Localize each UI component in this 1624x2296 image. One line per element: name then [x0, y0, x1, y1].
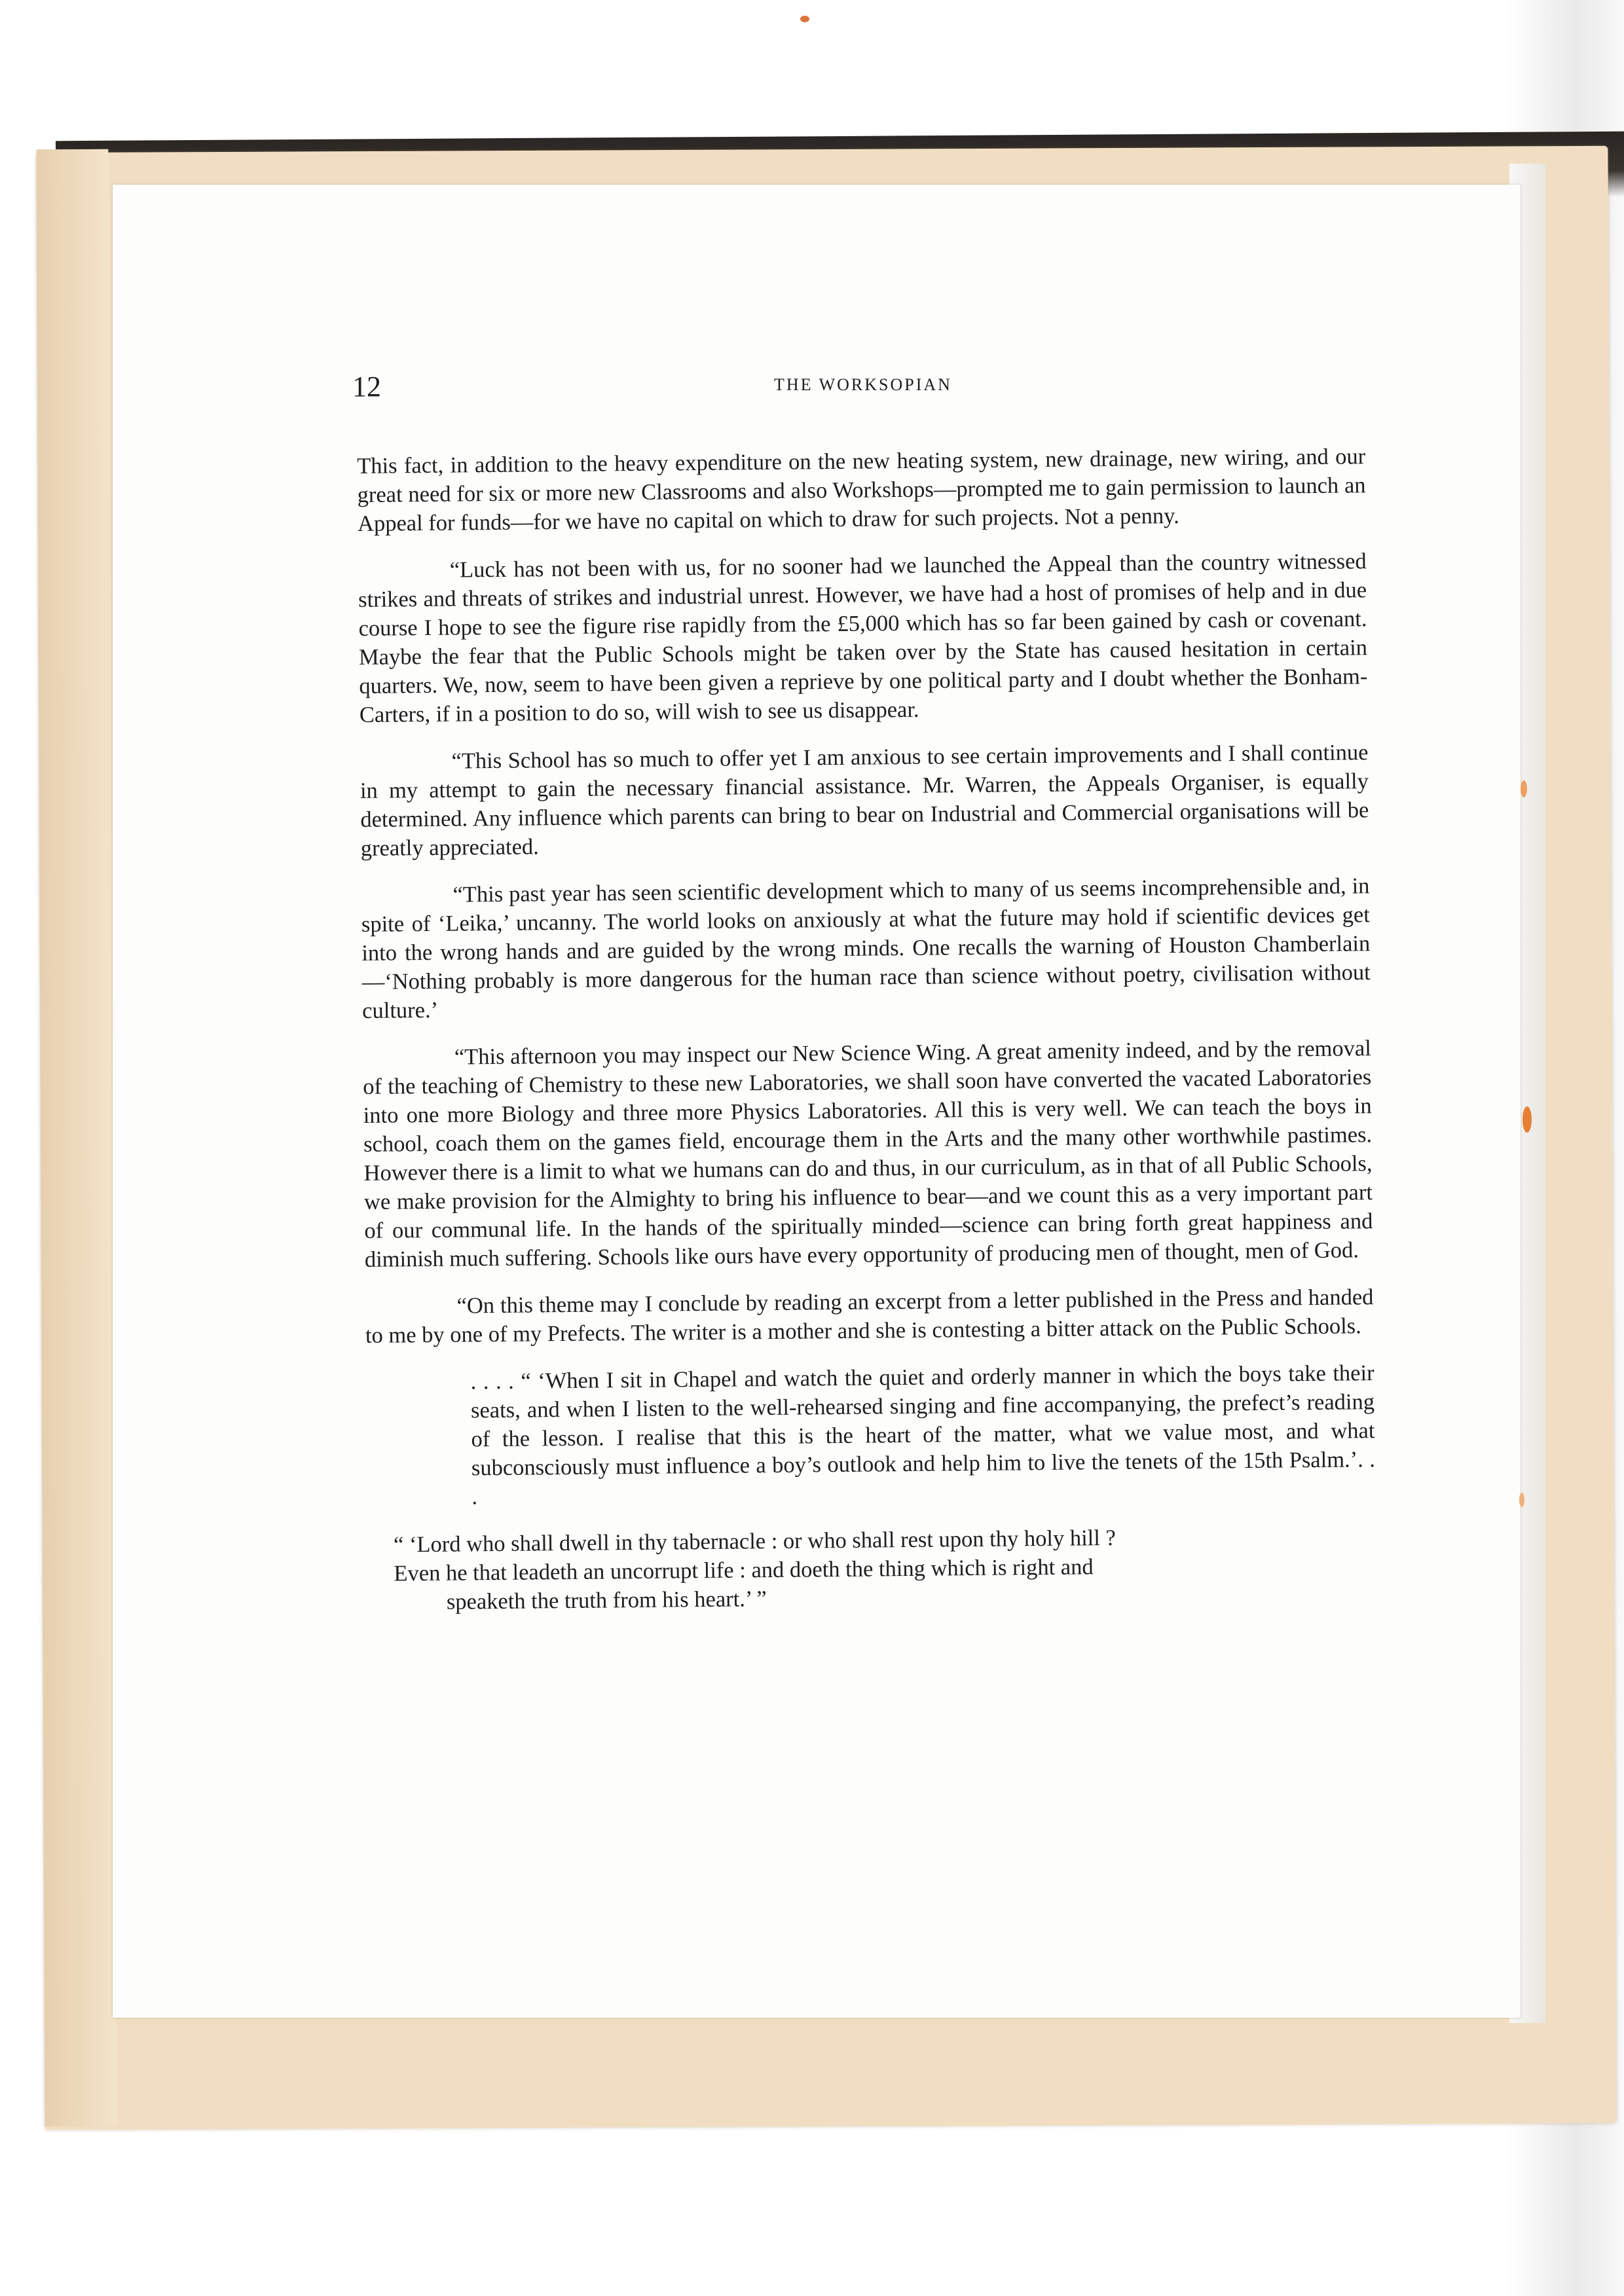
stain-mark: [800, 16, 809, 22]
article-body: [357, 442, 1376, 1635]
running-title: THE WORKSOPIAN: [774, 375, 952, 394]
stain-mark: [1519, 1493, 1524, 1507]
psalm-line: “ ‘Lord who shall dwell in thy tabernacle : or who shall rest upon thy holy hill ?: [393, 1525, 1116, 1558]
paragraph: “On this theme may I conclude by reading an excerpt from a letter published in the Press and handed to me by one of my Prefects. The writer is a mother and she is contesting a bitter attack on the Public Schools.: [365, 1285, 1374, 1348]
psalm-line: speaketh the truth from his heart.’ ”: [446, 1586, 767, 1614]
paragraph: “This past year has seen scientific development which to many of us seems incomprehensible and, in spite of ‘Leika,’ uncanny. The world looks on anxiously at what the future may hold if scientific devices get into the wrong hands and are guided by the wrong minds. One recalls the warning of Houston Chamberlain—‘Nothing probably is more dangerous for the human race than science without poetry, civilisation without culture.’: [361, 873, 1371, 1023]
paragraph: This fact, in addition to the heavy expenditure on the new heating system, new drainage, new wiring, and our great need for six or more new Classrooms and also Workshops—prompted me to gain permission to launch an Appeal for funds—for we have no capital on which to draw for such projects. Not a penny.: [357, 444, 1366, 536]
stain-mark: [1521, 780, 1527, 797]
stain-mark: [1522, 1106, 1532, 1133]
paragraph: “This afternoon you may inspect our New Science Wing. A great amenity indeed, and by the removal of the teaching of Chemistry to these new Laboratories, we shall soon have converted the vacated Laboratories into one more Biology and three more Physics Laboratories. All this is very well. We can teach the boys in school, coach them on the games field, encourage them in the Arts and the many other worthwhile pastimes. However there is a limit to what we humans can do and thus, in our curriculum, as in that of all Public Schools, we make provision for the Almighty to bring his influence to bear—and we count this as a very important part of our communal life. In the hands of the spiritually minded—science can bring forth great happiness and diminish much suffering. Schools like ours have every opportunity of producing men of thought, men of God.: [363, 1036, 1373, 1272]
psalm-quote: [394, 1521, 1376, 1616]
cover-left-edge: [36, 149, 117, 2126]
page-number: 12: [352, 371, 381, 403]
page-header: [352, 370, 1374, 416]
letter-excerpt: . . . . “ ‘When I sit in Chapel and watch the quiet and orderly manner in which the boys take their seats, and when I listen to the well-rehearsed singing and fine accompanying, the prefect’s reading of the lesson. I realise that this is the heart of the matter, what we value most, and what subconsciously must influence a boy’s outlook and help him to live the tenets of the 15th Psalm.’. . .: [470, 1360, 1376, 1510]
paragraph: “This School has so much to offer yet I am anxious to see certain improvements and I shall continue in my attempt to gain the necessary financial assistance. Mr. Warren, the Appeals Organiser, is equally determined. Any influence which parents can bring to bear on Industrial and Commercial organisations will be greatly appreciated.: [360, 740, 1369, 861]
paragraph: “Luck has not been with us, for no sooner had we launched the Appeal than the country witnessed strikes and threats of strikes and industrial unrest. However, we have had a host of promises of help and in due course I hope to see the figure rise rapidly from the £5,000 which has so far been gained by cash or covenant. Maybe the fear that the Public Schools might be taken over by the State has caused hesitation in certain quarters. We, now, seem to have been given a reprieve by one political party and I doubt whether the Bonham-Carters, if in a position to do so, will wish to see us disappear.: [358, 549, 1368, 727]
psalm-line: Even he that leadeth an uncorrupt life : and doeth the thing which is right and: [394, 1554, 1094, 1586]
